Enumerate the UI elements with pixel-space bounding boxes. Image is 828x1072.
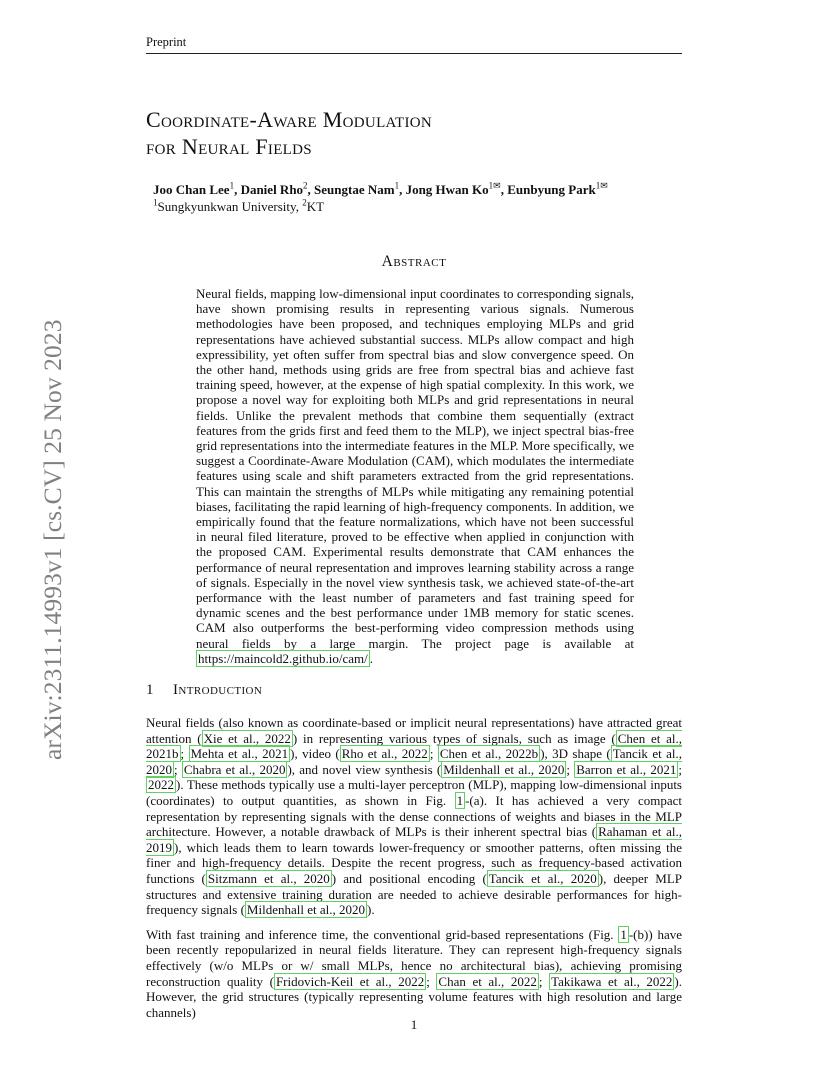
affiliation-list: $^1$Sungkyunkwan University, $^2$KT <box>153 197 325 214</box>
abstract-end: . <box>369 650 373 666</box>
author-affiliation-mark: 1 <box>394 180 400 191</box>
title-line-2: for Neural Fields <box>146 134 312 159</box>
abstract-text: Neural fields, mapping low-dimensional input coordinates to corresponding signals, have shown promising results in representing various signals. Numerous methodologies have been proposed, and techniques employing MLPs and grid representations have achieved substantial success. MLPs allow compact and high expressibility, yet often suffer from spectral bias and slow convergence speed. On the other hand, methods using grids are free from spectral bias and achieve fast training speed, however, at the expense of high spatial complexity. In this work, we propose a novel way for exploiting both MLPs and grid representations in neural fields. Unlike the prevalent methods that combine them sequentially (extract features from the grids first and feed them to the MLP), we inject spectral bias-free grid representations into the intermediate features in the MLP. More specifically, we suggest a Coordinate-Aware Modulation (CAM), which modulates the intermediate features using scale and shift parameters extracted from the grid representations. This can maintain the strengths of MLPs while mitigating any remaining potential biases, facilitating the rapid learning of high-frequency components. In addition, we empirically found that the feature normalizations, which have not been successful in neural filed literature, proved to be effective when applied in conjunction with the proposed CAM. Experimental results demonstrate that CAM enhances the performance of neural representation and improves learning stability across a range of signals. Especially in the novel view synthesis task, we achieved state-of-the-art performance with the least number of parameters and fast training speed for dynamic scenes and the best performance under 1MB memory for static scenes. CAM also outperforms the best-performing video compression methods using neural fields by a large margin. The project page is available at <box>196 286 634 651</box>
citation-link[interactable]: 1 <box>456 792 464 808</box>
citation-link[interactable]: Mehta et al., 2021 <box>190 746 289 762</box>
citation-link[interactable]: Chabra et al., 2020 <box>183 761 286 777</box>
running-header <box>146 35 682 54</box>
citation-link[interactable]: Mildenhall et al., 2020 <box>246 902 365 918</box>
citation-link[interactable]: Chen et al., 2021b <box>146 730 682 762</box>
author-affiliation-mark: 2 <box>303 180 308 191</box>
citation-link[interactable]: Barron et al., 2021 <box>576 761 677 777</box>
citation-link[interactable]: Tancik et al., 2020 <box>146 746 682 777</box>
paper-title <box>146 106 686 160</box>
citation-link[interactable]: Fridovich-Keil et al., 2022 <box>275 973 425 989</box>
affiliation-name: KT <box>306 199 325 214</box>
citation-link[interactable]: Tancik et al., 2020 <box>488 870 597 886</box>
section-body <box>146 715 682 1029</box>
citation-link[interactable]: 1 <box>620 926 627 942</box>
abstract-body <box>196 286 634 666</box>
citation-link[interactable]: Chan et al., 2022 <box>438 973 537 989</box>
envelope-icon: ✉ <box>493 180 501 191</box>
citation-link[interactable]: Rho et al., 2022 <box>341 746 428 762</box>
author <box>241 182 308 197</box>
paragraph-1: Neural fields (also known as coordinate-based or implicit neural representations) have attracted great attention ( Xie et al., 2022 ) in representing various types of signals, such as image ( Chen et al., 2021b ; Mehta et al., 2021 ), video ( Rho et al., 2022 ; Chen et al., 2022b ), 3D shape ( Tancik et al., 2020 ; Chabra et al., 2020 ), and novel view synthesis ( Mildenhall et al., 2020 ; Barron et al., 2021 ; 2022 ). These methods typically use a multi-layer perceptron (MLP), mapping low-dimensional inputs (coordinates) to output quantities, as shown in Fig. 1 -(a). It has achieved a very compact representation by representing signals with the dense connections of weights and biases in the MLP architecture. However, a notable drawback of MLPs is their inherent spectral bias ( Rahaman et al., 2019 ), which leads them to learn towards lower-frequency or smoother patterns, often missing the finer and high-frequency details. Despite the recent progress, such as frequency-based activation functions ( Sitzmann et al., 2020 ) and positional encoding ( Tancik et al., 2020 ), deeper MLP structures and extensive training duration are needed to achieve desirable performances for high-frequency signals ( Mildenhall et al., 2020 ). <box>146 715 683 918</box>
affiliation-mark: 1 <box>153 197 158 208</box>
arxiv-stamp: arXiv:2311.14993v1 [cs.CV] 25 Nov 2023 <box>38 319 67 760</box>
header-label: Preprint <box>146 35 187 49</box>
author <box>314 182 399 197</box>
author-name: Eunbyung Park <box>507 182 596 197</box>
citation-link[interactable]: Sitzmann et al., 2020 <box>207 870 330 886</box>
citation-link[interactable]: Chen et al., 2022b <box>439 746 539 762</box>
author-name: Daniel Rho <box>240 182 304 197</box>
section-title: Introduction <box>173 682 263 698</box>
affiliation-mark: 2 <box>302 197 307 208</box>
citation-link[interactable]: Xie et al., 2022 <box>203 730 291 746</box>
author-list: Joo Chan Lee$^1$, Daniel Rho$^2$, Seungtae Nam$^1$, Jong Hwan $Ko^{1✉}$, Eunbyung Park$^{1✉}$ <box>153 180 608 197</box>
paragraph-2: With fast training and inference time, the conventional grid-based representations (Fig. 1 -(b)) have been recently repopularized in neural fields literature. They can represent high-frequency signals effectively (w/o MLPs or w/ small MLPs, hence no architectural bias), achieving promising reconstruction quality ( Fridovich-Keil et al., 2022 ; Chan et al., 2022 ; Takikawa et al., 2022 ). However, the grid structures (typically representing volume features with high resolution and large channels) <box>146 926 682 1020</box>
envelope-icon: ✉ <box>600 180 608 191</box>
section-number: 1 <box>146 682 154 698</box>
abstract-heading: Abstract <box>381 253 447 270</box>
author <box>153 182 234 197</box>
author <box>406 182 501 197</box>
section-heading <box>146 682 262 699</box>
author-name: Joo Chan Lee <box>153 182 230 197</box>
citation-link[interactable]: Mildenhall et al., 2020 <box>443 761 565 777</box>
page-number: 1 <box>410 1017 418 1032</box>
project-page-link[interactable]: https://maincold2.github.io/cam/ <box>198 650 368 666</box>
author-name: Jong Hwan Ko <box>405 182 489 197</box>
author-affiliation-mark: 1 <box>229 180 235 191</box>
author <box>507 182 608 197</box>
title-line-1: Coordinate-Aware Modulation <box>146 107 433 132</box>
citation-link[interactable]: 2022 <box>148 777 174 793</box>
citation-link[interactable]: Rahaman et al., 2019 <box>146 824 682 855</box>
affiliation-name: Sungkyunkwan University <box>157 199 296 214</box>
author-affiliation-mark: 1✉ <box>488 180 501 191</box>
citation-link[interactable]: Takikawa et al., 2022 <box>551 973 673 989</box>
author-name: Seungtae Nam <box>314 182 395 197</box>
author-affiliation-mark: 1✉ <box>595 180 608 191</box>
